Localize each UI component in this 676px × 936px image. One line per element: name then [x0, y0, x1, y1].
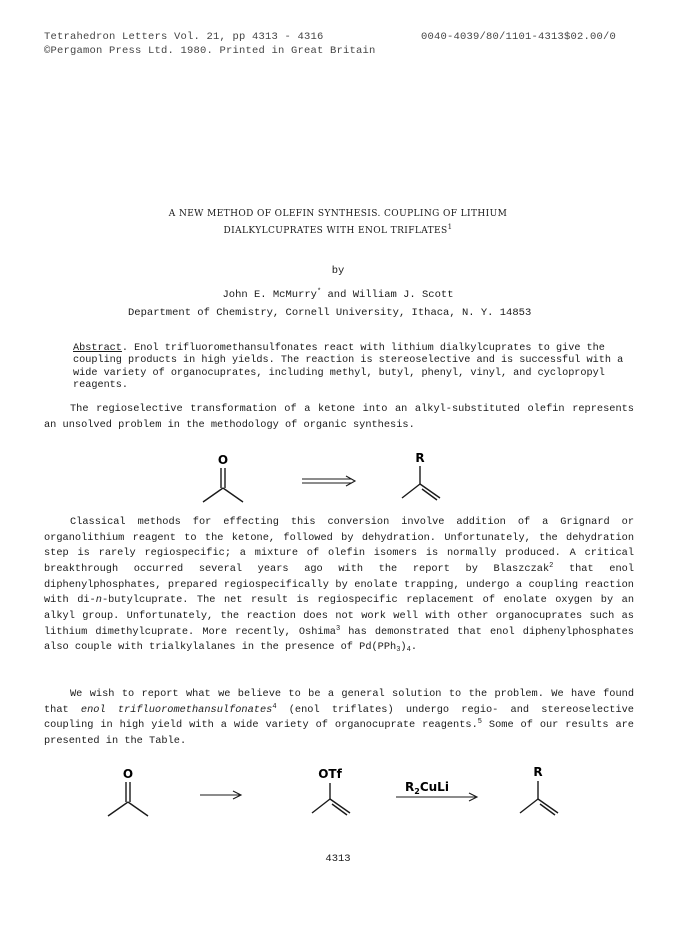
page-number: 4313 [325, 853, 351, 865]
intro-paragraph: The regioselective transformation of a ketone into an alkyl-substituted olefin represents an unsolved problem in the methodology of organic synthesis. [44, 403, 634, 431]
ketone-structure [203, 468, 243, 502]
enol-triflate-structure [312, 783, 350, 815]
affiliation: Department of Chemistry, Cornell University, Ithaca, N. Y. 14853 [128, 307, 532, 319]
olefin-structure [402, 466, 440, 500]
ketone-oxygen-label: O [122, 767, 134, 781]
abstract-label: Abstract [73, 343, 122, 354]
abstract-text: . Enol trifluoromethansulfonates react with lithium dialkylcuprates to give the coupling products in high yields. The reaction is stereoselective and is successful with a wide variety of organocuprates, including methyl, butyl, phenyl, vinyl, and cyclopropyl reagents. [73, 343, 624, 391]
authors: John E. McMurry* and William J. Scott [222, 288, 454, 301]
article-code: 0040-4039/80/1101-4313$02.00/0 [421, 31, 617, 43]
paragraph-classical-methods: Classical methods for effecting this conversion involve addition of a Grignard or organolithium reagent to the ketone, followed by dehydration. Unfortunately, the dehydration step is rarely regiospecific; a mixture of olefin isomers is normally produced. A critical breakthrough occurred several years ago with the report by Blaszczak$^2$ that enol diphenylphosphates, prepared regiospecifically by enolate trapping, undergo a coupling reaction with di-n-butylcuprate. The net result is regiospecific replacement of enolate oxygen by an alkyl group. Unfortunately, the reaction does not work well with other organocuprates such as lithium dimethylcuprate. More recently, Oshima$^3$ has demonstrated that enol diphenylphosphates also couple with trialkylalanes in the presence of $Pd(PPh_3)_4$. [44, 516, 634, 655]
article-title-line-1: A NEW METHOD OF OLEFIN SYNTHESIS. COUPLING OF LITHIUM [168, 209, 508, 219]
scheme-ketone-to-olefin [190, 452, 470, 510]
ketone-oxygen-label: O [217, 453, 229, 467]
copyright-line: ©Pergamon Press Ltd. 1980. Printed in Great Britain [44, 45, 376, 57]
ketone-structure [108, 782, 148, 816]
emphasized-term: enol trifluoromethansulfonates [80, 703, 273, 716]
corresponding-author-mark: * [316, 288, 322, 296]
byline-by: by [331, 265, 345, 277]
scheme-triflate-coupling [100, 765, 580, 825]
title-footnote-ref: 1 [447, 223, 453, 231]
olefin-r-label: R [533, 765, 543, 779]
triflate-label: OTf [318, 767, 342, 781]
reagent-label: $R_2CuLi$ [405, 780, 449, 796]
article-title-line-2: DIALKYLCUPRATES WITH ENOL TRIFLATES$^1$ [223, 223, 453, 236]
olefin-r-label: R [415, 452, 425, 465]
journal-citation: Tetrahedron Letters Vol. 21, pp 4313 - 4316 [44, 31, 324, 43]
abstract [73, 343, 629, 392]
olefin-structure [520, 781, 558, 815]
transform-arrow-icon [302, 476, 355, 486]
arrow-icon [396, 793, 477, 801]
arrow-icon [200, 791, 241, 799]
paragraph-solution: We wish to report what we believe to be a general solution to the problem. We have found that enol trifluoromethansulfonates$^4$ (enol triflates) undergo regio- and stereoselective coupling in high yield with a wide variety of organocuprate reagents.$^5$ Some of our results are presented in the Table. [44, 688, 634, 747]
